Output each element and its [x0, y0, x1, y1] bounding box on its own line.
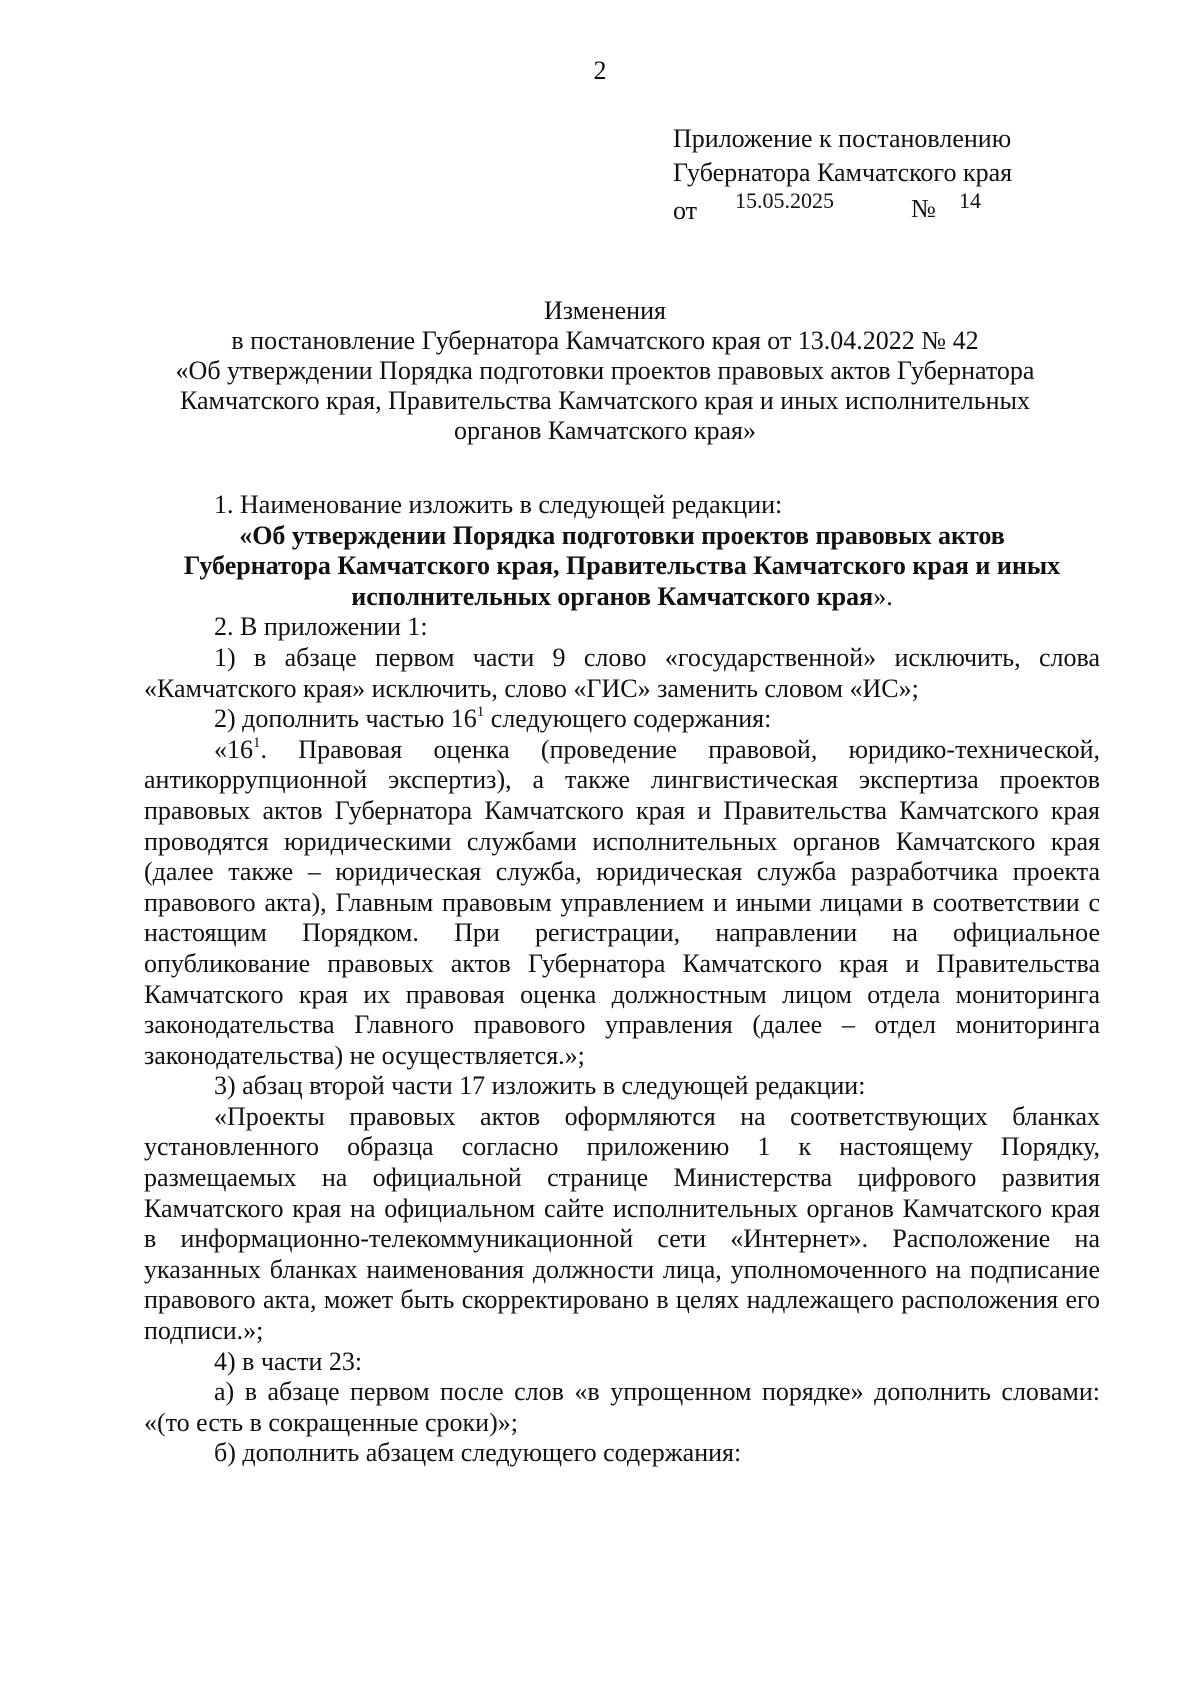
quote-part-16-1 — [144, 735, 1100, 1072]
item-1-bold-end: ». — [873, 581, 893, 611]
appendix-header — [673, 122, 1153, 224]
quote-16-prefix: «16 — [214, 734, 253, 764]
item-2-3: 3) абзац второй части 17 изложить в следующей редакции: — [214, 1071, 866, 1101]
appendix-line-2: Губернатора Камчатского края — [673, 158, 1013, 187]
item-2-1-line-b: «Камчатского края» исключить, слово «ГИС» заменить словом «ИС»; — [144, 673, 919, 703]
item-2-2-text: 2) дополнить частью 16 — [214, 704, 477, 734]
item-1: 1. Наименование изложить в следующей редакции: — [214, 490, 783, 519]
item-2-2-text-end: следующего содержания: — [484, 704, 772, 734]
item-2-1-line-a: 1) в абзаце первом части 9 слово «государственной» исключить, слова — [214, 642, 1100, 672]
item-2-4-a: а) в абзаце первом после слов «в упрощенном порядке» дополнить словами: «(то есть в сокращенные сроки)»; — [144, 1377, 1100, 1437]
item-2-2-superscript: 1 — [476, 704, 485, 721]
quote-part-17: «Проекты правовых актов оформляются на соответствующих бланках установленного образца согласно приложению 1 к настоящему Порядку, размещаемых на официальной странице Министерства цифрового развития Камчатского края на официальном сайте исполнительных органов Камчатского края в информационно-телекоммуникационной сети «Интернет». Расположение на указанных бланках наименования должности лица, уполномоченного на подписание правового акта, может быть скорректировано в целях надлежащего расположения его подписи.»; — [144, 1101, 1100, 1346]
item-1-bold-text: исполнительных органов Камчатского края — [351, 581, 874, 611]
title-line-3: «Об утверждении Порядка подготовки проектов правовых актов Губернатора — [175, 356, 1035, 385]
item-1-bold-line-1: «Об утверждении Порядка подготовки проектов правовых актов — [239, 520, 1005, 550]
number-label: № — [911, 194, 936, 223]
from-label: от — [673, 196, 698, 225]
appendix-line-1: Приложение к постановлению — [673, 124, 1012, 153]
title-line-4: Камчатского края, Правительства Камчатского края и иных исполнительных — [179, 386, 1030, 415]
quote-16-superscript: 1 — [253, 734, 261, 751]
document-title — [130, 296, 1080, 446]
item-2-2 — [144, 704, 1100, 735]
item-2-4-b: б) дополнить абзацем следующего содержания: — [214, 1438, 742, 1468]
resolution-date: 15.05.2025 — [735, 188, 834, 213]
title-line-2: в постановление Губернатора Камчатского края от 13.04.2022 № 42 — [231, 326, 979, 355]
item-2: 2. В приложении 1: — [214, 612, 428, 642]
item-1-bold-line-3 — [144, 582, 1100, 613]
item-2-4: 4) в части 23: — [214, 1346, 363, 1376]
quote-16-text: . Правовая оценка (проведение правовой, юридико-технической, антикоррупционной экспертиз), а также лингвистическая экспертиза проектов правовых актов Губернатора Камчатского края и Правительства Камчатского края проводятся юридическими службами исполнительных органов Камчатского края (далее также – юридическая служба, юридическая служба разработчика проекта правового акта), Главным правовым управлением и иными лицами в соответствии с настоящим Порядком. При регистрации, направлении на официальное опубликование правовых актов Губернатора Камчатского края и Правительства Камчатского края их правовая оценка должностным лицом отдела мониторинга законодательства Главного правового управления (далее – отдел мониторинга законодательства) не осуществляется.»; — [144, 734, 1100, 1070]
title-heading: Изменения — [544, 296, 666, 325]
title-line-5: органов Камчатского края» — [453, 416, 756, 445]
appendix-date-row — [673, 190, 1153, 224]
page-number: 2 — [593, 56, 607, 85]
item-1-bold-line-2: Губернатора Камчатского края, Правительства Камчатского края и иных — [183, 551, 1061, 581]
document-body — [144, 490, 1100, 1469]
resolution-number: 14 — [959, 188, 981, 213]
